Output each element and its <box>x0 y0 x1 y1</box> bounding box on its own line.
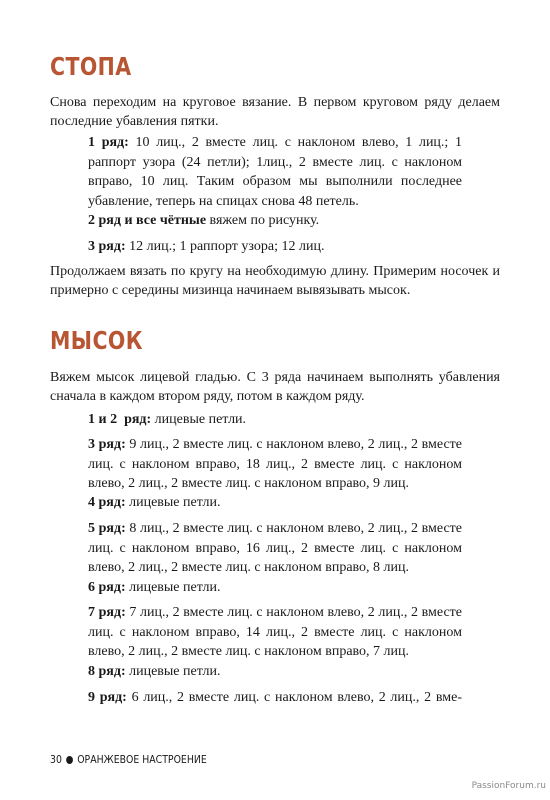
section1-row-2 <box>88 211 462 231</box>
section2-row-3 <box>88 435 462 494</box>
row-label: 3 ряд: <box>88 239 126 254</box>
row-label: 3 ряд: <box>88 437 126 452</box>
row-text: 9 лиц., 2 вместе лиц. с наклоном влево, 2 лиц., 2 вместе лиц. с наклоном вправо, 18 лиц., 2 вместе лиц. с наклоном влево, 2 лиц., 2 вместе лиц. с наклоном вправо, 9 лиц. <box>88 437 462 491</box>
section2-row-9 <box>88 688 462 708</box>
watermark: PassionForum.ru <box>471 781 546 791</box>
row-text: 12 лиц.; 1 раппорт узора; 12 лиц. <box>125 239 325 254</box>
section-title-mysok: МЫСОК <box>50 326 143 355</box>
row-text: лицевые петли. <box>125 664 221 679</box>
section1-outro: Продолжаем вязать по кругу на необходимую длину. Примерим носочек и примерно с середины мизинца начинаем вывязывать мысок. <box>50 264 500 298</box>
row-text: вяжем по рисунку. <box>206 213 320 228</box>
row-label: 5 ряд: <box>88 521 126 536</box>
row-text: 6 лиц., 2 вместе лиц. с наклоном влево, 2 лиц., 2 вме- <box>126 690 462 705</box>
row-label: 7 ряд: <box>88 605 126 620</box>
page-footer <box>50 753 207 766</box>
row-text: лицевые петли. <box>125 580 221 595</box>
section2-row-7 <box>88 603 462 662</box>
section1-outro-block <box>50 262 500 300</box>
section1-row-1 <box>88 133 462 211</box>
section1-intro: Снова переходим на круговое вязание. В первом круговом ряду делаем последние убавления пятки. <box>50 95 500 129</box>
row-text: 7 лиц., 2 вместе лиц. с наклоном влево, 2 лиц., 2 вместе лиц. с наклоном вправо, 14 лиц., 2 вместе лиц. с наклоном влево, 2 лиц., 2 вместе лиц. с наклоном вправо, 7 лиц. <box>88 605 462 659</box>
row-label: 2 ряд и все чётные <box>88 213 207 228</box>
section2-row-4 <box>88 493 462 513</box>
section2-row-1 <box>88 410 462 430</box>
row-label: 1 и 2 ряд: <box>88 412 152 427</box>
section2-intro: Вяжем мысок лицевой гладью. С 3 ряда начинаем выполнять убавления сначала в каждом втором ряду, потом в каждом ряду. <box>50 370 500 404</box>
section1-row-3 <box>88 237 462 257</box>
section1-intro-block <box>50 93 500 131</box>
row-label: 6 ряд: <box>88 580 126 595</box>
section2-row-5 <box>88 519 462 578</box>
row-text: 8 лиц., 2 вместе лиц. с наклоном влево, 2 лиц., 2 вместе лиц. с наклоном вправо, 16 лиц., 2 вместе лиц. с наклоном влево, 2 лиц., 2 вместе лиц. с наклоном вправо, 8 лиц. <box>88 521 462 575</box>
section2-row-6 <box>88 578 462 598</box>
row-label: 9 ряд: <box>88 690 127 705</box>
bullet-dot-icon <box>66 756 73 764</box>
row-text: лицевые петли. <box>151 412 247 427</box>
section2-row-8 <box>88 662 462 682</box>
section-title-stopa: СТОПА <box>50 52 132 81</box>
running-title: ОРАНЖЕВОЕ НАСТРОЕНИЕ <box>77 753 207 766</box>
row-text: лицевые петли. <box>125 495 221 510</box>
row-text: 10 лиц., 2 вместе лиц. с наклоном влево, 1 лиц.; 1 раппорт узора (24 петли); 1лиц., 2 вместе лиц. с наклоном вправо, 10 лиц. Таким образом мы выполнили последнее убавление, теперь на спицах снова 48 петель. <box>88 135 463 209</box>
page-number: 30 <box>50 753 62 766</box>
row-label: 4 ряд: <box>88 495 126 510</box>
row-label: 8 ряд: <box>88 664 126 679</box>
section2-intro-block <box>50 368 500 406</box>
row-label: 1 ряд: <box>88 135 129 150</box>
